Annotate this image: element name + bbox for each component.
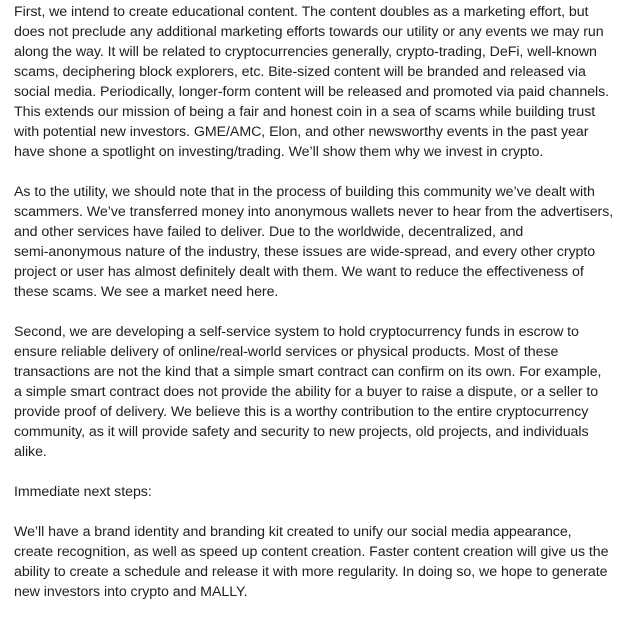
text-line: does not preclude any additional marketing efforts towards our utility or any events we may run	[14, 24, 604, 40]
text-line: ability to create a schedule and release it with more regularity. In doing so, we hope to generate	[14, 564, 608, 580]
text-line: project or user has almost definitely dealt with them. We want to reduce the effectiveness of	[14, 264, 584, 280]
paragraph-educational-content	[14, 2, 629, 162]
text-line: a simple smart contract does not provide the ability for a buyer to raise a dispute, or a seller to	[14, 384, 599, 400]
text-line: along the way. It will be related to cryptocurrencies generally, crypto-trading, DeFi, well-known	[14, 44, 597, 60]
text-line: Second, we are developing a self-service system to hold cryptocurrency funds in escrow to	[14, 324, 579, 340]
text-line: these scams. We see a market need here.	[14, 284, 279, 300]
text-line: social media. Periodically, longer-form content will be released and promoted via paid channels.	[14, 84, 610, 100]
text-line: scammers. We’ve transferred money into anonymous wallets never to hear from the advertisers,	[14, 204, 614, 220]
text-line: transactions are not the kind that a simple smart contract can confirm on its own. For example,	[14, 364, 602, 380]
text-line: ensure reliable delivery of online/real-world services or physical products. Most of these	[14, 344, 559, 360]
paragraph-branding	[14, 522, 629, 602]
text-line: create recognition, as well as speed up content creation. Faster content creation will give us the	[14, 544, 609, 560]
section-heading-next-steps	[14, 482, 629, 502]
text-line: We’ll have a brand identity and branding kit created to unify our social media appearance,	[14, 524, 572, 540]
text-line: provide proof of delivery. We believe this is a worthy contribution to the entire cryptocurrency	[14, 404, 589, 420]
paragraph-escrow-system	[14, 322, 629, 462]
text-line: Immediate next steps:	[14, 484, 152, 500]
text-line: semi-anonymous nature of the industry, these issues are wide-spread, and every other crypto	[14, 244, 596, 260]
text-line: This extends our mission of being a fair and honest coin in a sea of scams while building trust	[14, 104, 596, 120]
text-line: As to the utility, we should note that in the process of building this community we’ve dealt with	[14, 184, 595, 200]
text-line: have shone a spotlight on investing/trading. We’ll show them why we invest in crypto.	[14, 144, 544, 160]
text-line: scams, deciphering block explorers, etc. Bite-sized content will be branded and released via	[14, 64, 586, 80]
text-line: new investors into crypto and MALLY.	[14, 584, 248, 600]
text-line: and other services have failed to deliver. Due to the worldwide, decentralized, and	[14, 224, 524, 240]
text-line: First, we intend to create educational content. The content doubles as a marketing effort, but	[14, 4, 589, 20]
text-line: alike.	[14, 444, 47, 460]
text-line: with potential new investors. GME/AMC, Elon, and other newsworthy events in the past year	[14, 124, 589, 140]
document-body	[14, 2, 629, 622]
text-line: community, as it will provide safety and security to new projects, old projects, and individuals	[14, 424, 589, 440]
paragraph-utility	[14, 182, 629, 302]
